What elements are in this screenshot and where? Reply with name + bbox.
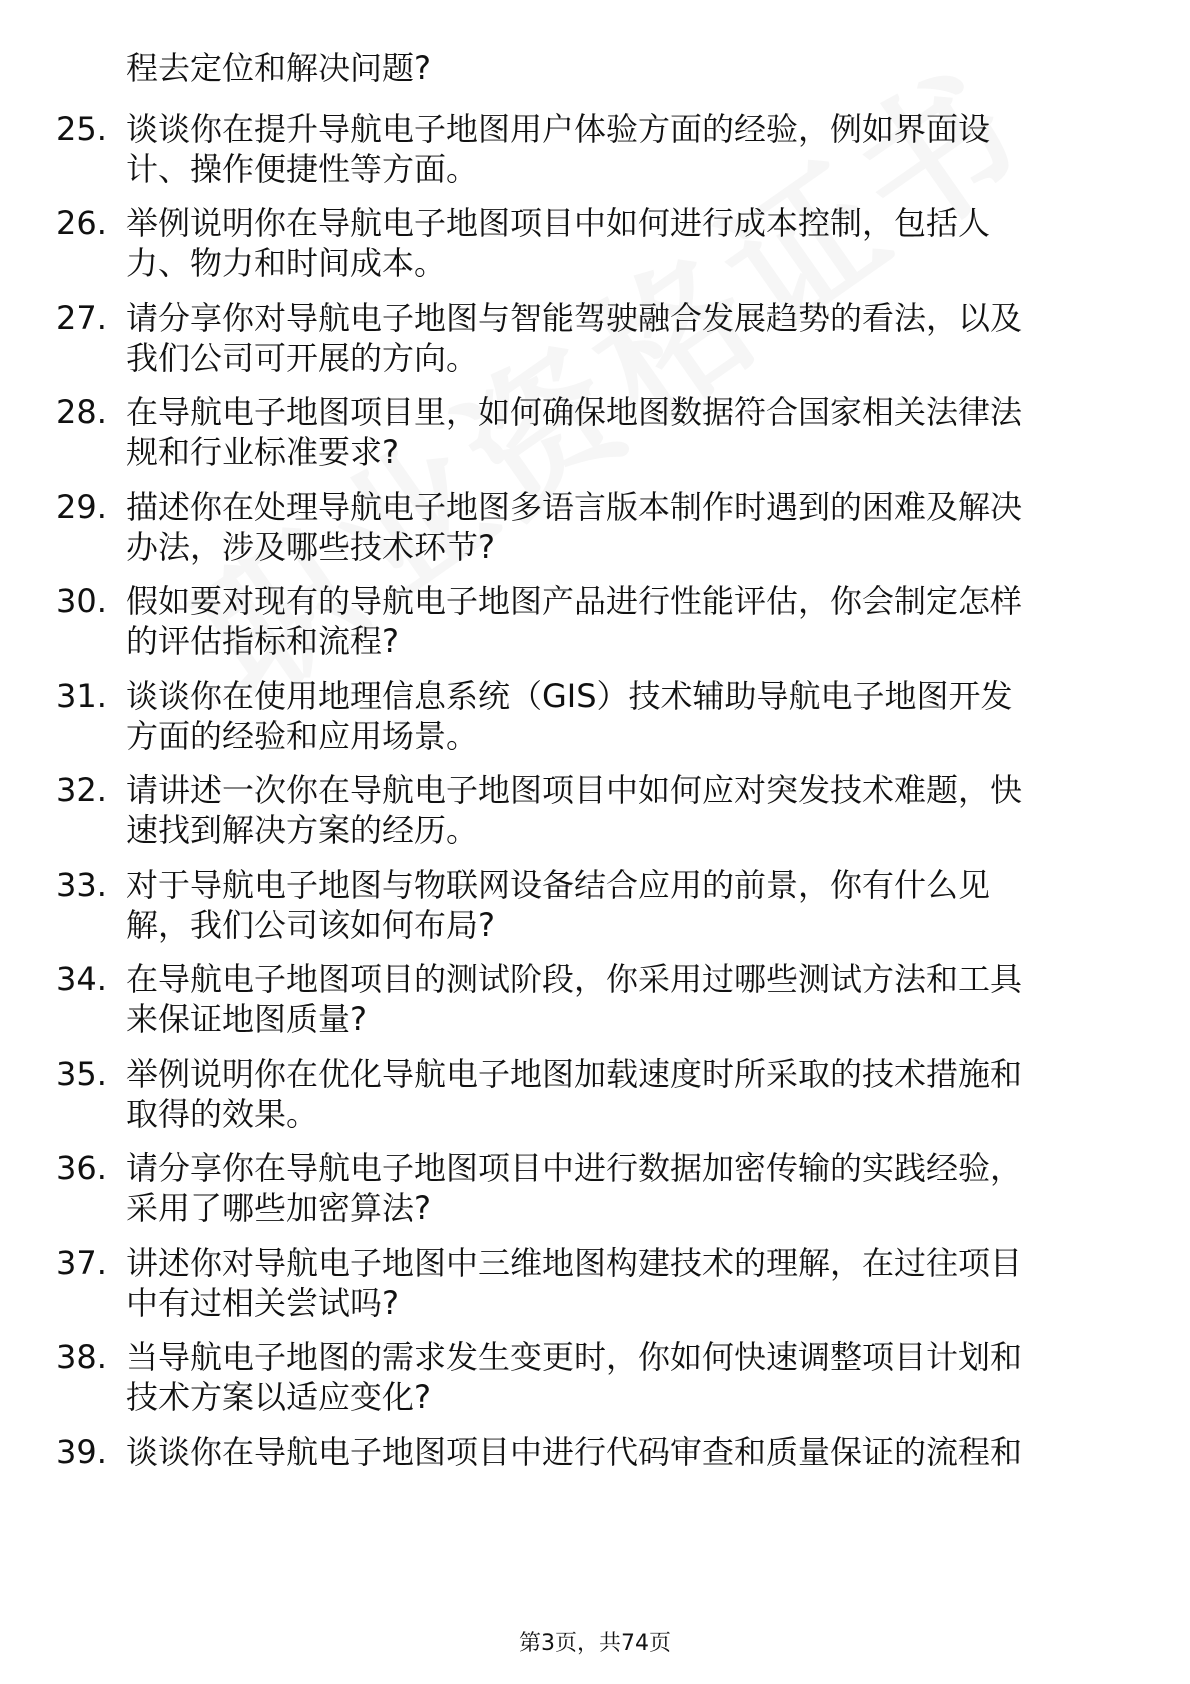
page-footer: 第3页，共74页 xyxy=(519,1631,671,1656)
item-text: 请分享你对导航电子地图与智能驾驶融合发展趋势的看法，以及 我们公司可开展的方向。 xyxy=(126,299,1023,377)
item-text: 当导航电子地图的需求发生变更时，你如何快速调整项目计划和 技术方案以适应变化? xyxy=(126,1338,1023,1416)
item-text: 请分享你在导航电子地图项目中进行数据加密传输的实践经验， 采用了哪些加密算法? xyxy=(126,1149,1023,1227)
item-number: 29. xyxy=(56,488,107,526)
item-text: 在导航电子地图项目里，如何确保地图数据符合国家相关法律法 规和行业标准要求? xyxy=(126,393,1023,471)
item-number: 36. xyxy=(56,1149,107,1187)
item-number: 30. xyxy=(56,582,107,620)
item-number: 35. xyxy=(56,1055,107,1093)
item-text: 谈谈你在使用地理信息系统（GIS）技术辅助导航电子地图开发 方面的经验和应用场景。 xyxy=(126,677,1013,755)
item-number: 26. xyxy=(56,204,107,242)
item-number: 32. xyxy=(56,771,107,809)
item-text: 对于导航电子地图与物联网设备结合应用的前景，你有什么见 解，我们公司该如何布局? xyxy=(126,866,991,944)
item-text: 请讲述一次你在导航电子地图项目中如何应对突发技术难题，快 速找到解决方案的经历。 xyxy=(126,771,1023,849)
item-number: 33. xyxy=(56,866,107,904)
item-text: 举例说明你在优化导航电子地图加载速度时所采取的技术措施和 取得的效果。 xyxy=(126,1055,1023,1133)
item-number: 38. xyxy=(56,1338,107,1376)
item-number: 25. xyxy=(56,110,107,148)
item-number: 27. xyxy=(56,299,107,337)
item-text: 谈谈你在导航电子地图项目中进行代码审查和质量保证的流程和 xyxy=(126,1433,1023,1471)
item-text: 讲述你对导航电子地图中三维地图构建技术的理解，在过往项目 中有过相关尝试吗? xyxy=(126,1244,1023,1322)
item-text: 描述你在处理导航电子地图多语言版本制作时遇到的困难及解决 办法，涉及哪些技术环节? xyxy=(126,488,1023,566)
item-number: 39. xyxy=(56,1433,107,1471)
item-text: 在导航电子地图项目的测试阶段，你采用过哪些测试方法和工具 来保证地图质量? xyxy=(126,960,1023,1038)
continued-text: 程去定位和解决问题? xyxy=(126,49,431,87)
item-text: 假如要对现有的导航电子地图产品进行性能评估，你会制定怎样 的评估指标和流程? xyxy=(126,582,1023,660)
item-number: 34. xyxy=(56,960,107,998)
item-number: 31. xyxy=(56,677,107,715)
item-text: 举例说明你在导航电子地图项目中如何进行成本控制，包括人 力、物力和时间成本。 xyxy=(126,204,991,282)
item-number: 37. xyxy=(56,1244,107,1282)
item-number: 28. xyxy=(56,393,107,431)
item-text: 谈谈你在提升导航电子地图用户体验方面的经验，例如界面设 计、操作便捷性等方面。 xyxy=(126,110,991,188)
